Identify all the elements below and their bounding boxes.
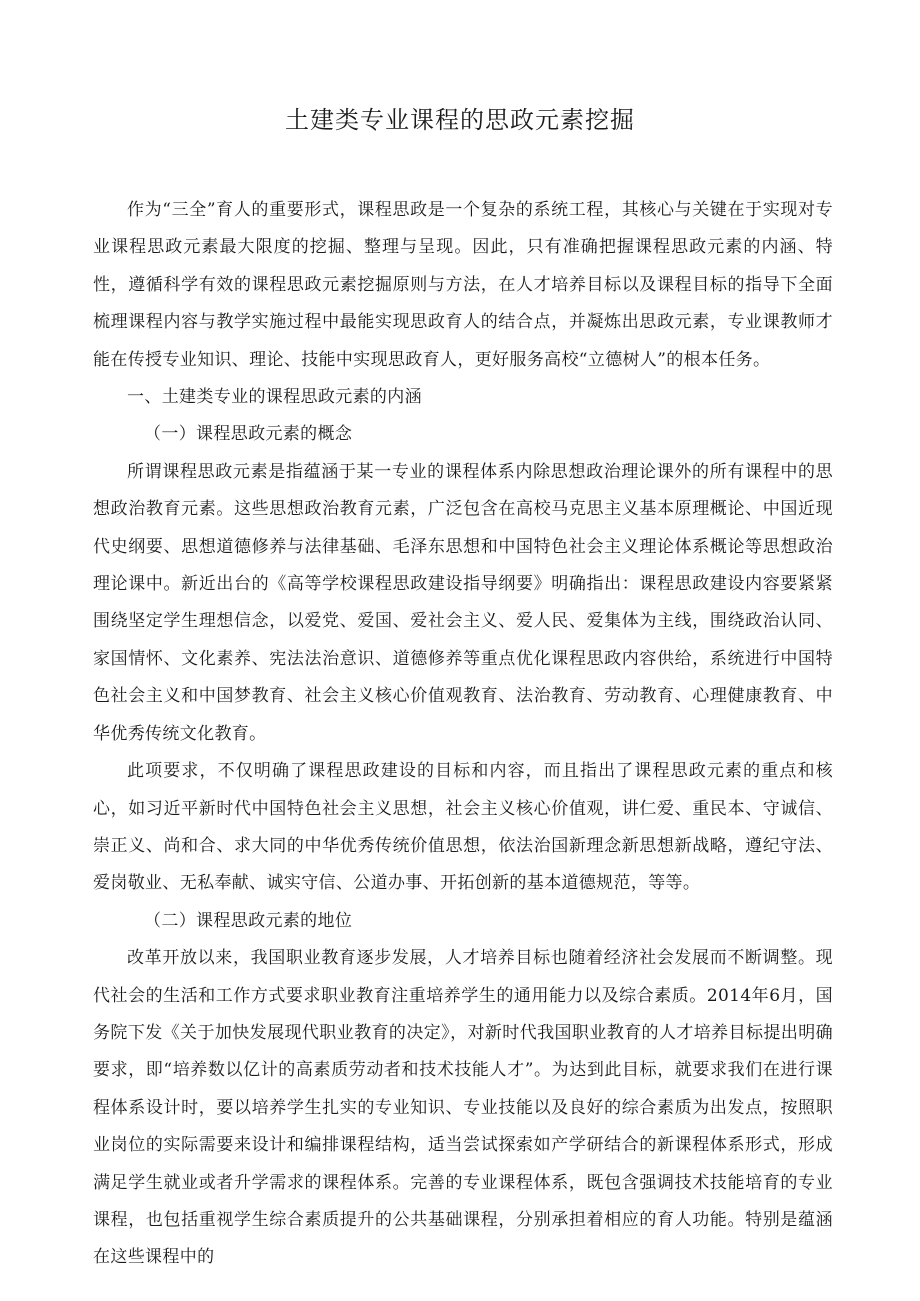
subsection-heading-2: （二）课程思政元素的地位 (144, 910, 353, 931)
document-title: 土建类专业课程的思政元素挖掘 (285, 106, 635, 134)
requirement-paragraph: 此项要求，不仅明确了课程思政建设的目标和内容，而且指出了课程思政元素的重点和核心，如习近平新时代中国特色社会主义思想，社会主义核心价值观，讲仁爱、重民本、守诚信、崇正义、尚和合、求大同的中华优秀传统价值思想，依法治国新理念新思想新战略，遵纪守法、爱岗敬业、无私奉献、诚实守信、公道办事、开拓创新的基本道德规范，等等。 (93, 761, 833, 894)
status-paragraph: 改革开放以来，我国职业教育逐步发展，人才培养目标也随着经济社会发展而不断调整。现代社会的生活和工作方式要求职业教育注重培养学生的通用能力以及综合素质。2014年6月，国务院下发《关于加快发展现代职业教育的决定》，对新时代我国职业教育的人才培养目标提出明确要求，即“培养数以亿计的高素质劳动者和技术技能人才”。为达到此目标，就要求我们在进行课程体系设计时，要以培养学生扎实的专业知识、专业技能以及良好的综合素质为出发点，按照职业岗位的实际需要来设计和编排课程结构，适当尝试探索如产学研结合的新课程体系形式，形成满足学生就业或者升学需求的课程体系。完善的专业课程体系，既包含强调技术技能培育的专业课程，也包括重视学生综合素质提升的公共基础课程，分别承担着相应的育人功能。特别是蕴涵在这些课程中的 (93, 948, 833, 1268)
section-heading-1: 一、土建类专业的课程思政元素的内涵 (127, 387, 422, 408)
concept-paragraph: 所谓课程思政元素是指蕴涵于某一专业的课程体系内除思想政治理论课外的所有课程中的思想政治教育元素。这些思想政治教育元素，广泛包含在高校马克思主义基本原理概论、中国近现代史纲要、思想道德修养与法律基础、毛泽东思想和中国特色社会主义理论体系概论等思想政治理论课中。新近出台的《高等学校课程思政建设指导纲要》明确指出：课程思政建设内容要紧紧围绕坚定学生理想信念，以爱党、爱国、爱社会主义、爱人民、爱集体为主线，围绕政治认同、家国情怀、文化素养、宪法法治意识、道德修养等重点优化课程思政内容供给，系统进行中国特色社会主义和中国梦教育、社会主义核心价值观教育、法治教育、劳动教育、心理健康教育、中华优秀传统文化教育。 (93, 461, 833, 744)
document-body (93, 192, 833, 1277)
subsection-heading-1: （一）课程思政元素的概念 (144, 424, 353, 445)
intro-paragraph: 作为“三全”育人的重要形式，课程思政是一个复杂的系统工程，其核心与关键在于实现对专业课程思政元素最大限度的挖掘、整理与呈现。因此，只有准确把握课程思政元素的内涵、特性，遵循科学有效的课程思政元素挖掘原则与方法，在人才培养目标以及课程目标的指导下全面梳理课程内容与教学实施过程中最能实现思政育人的结合点，并凝炼出思政元素，专业课教师才能在传授专业知识、理论、技能中实现思政育人，更好服务高校“立德树人”的根本任务。 (93, 200, 833, 370)
